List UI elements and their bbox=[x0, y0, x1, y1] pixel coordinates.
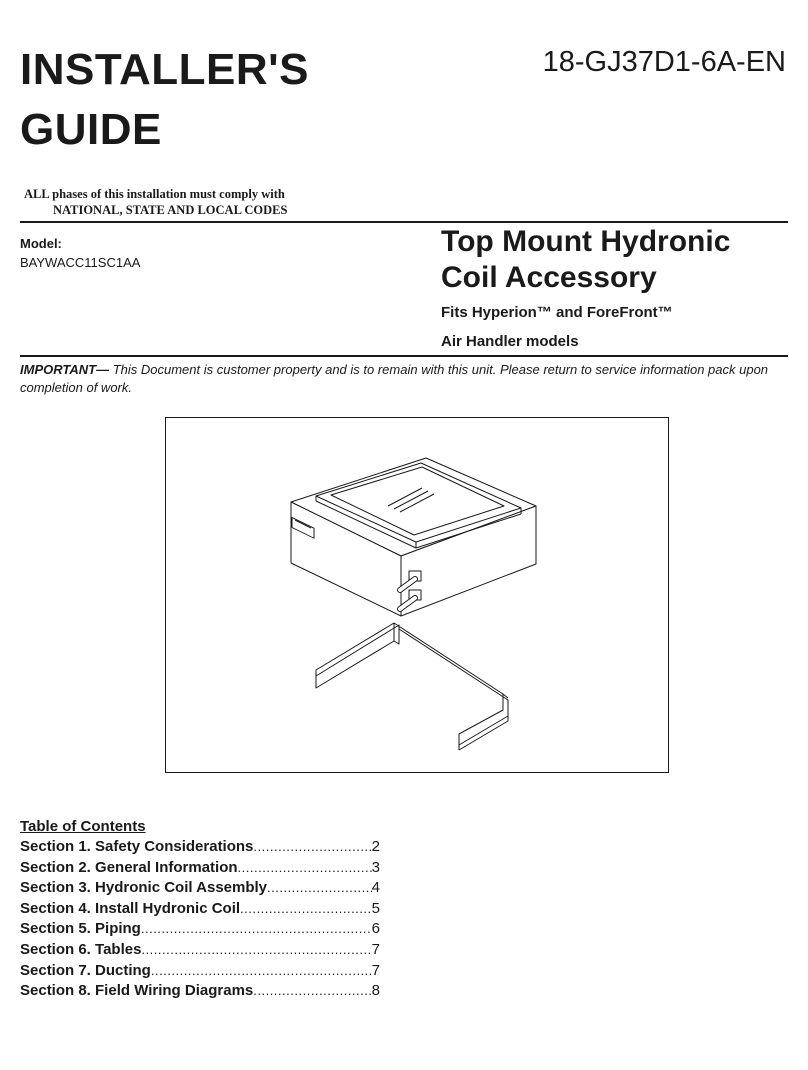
toc-entry-page: 3 bbox=[371, 858, 380, 876]
toc-entry[interactable] bbox=[20, 981, 380, 1002]
toc-leader-dots bbox=[267, 878, 372, 899]
compatibility-note bbox=[441, 298, 673, 356]
toc-entry-label: Section 6. Tables bbox=[20, 940, 142, 958]
toc-entry[interactable] bbox=[20, 961, 380, 982]
table-of-contents bbox=[20, 817, 380, 1002]
toc-entry[interactable] bbox=[20, 837, 380, 858]
important-label: IMPORTANT— bbox=[20, 362, 110, 377]
toc-entry[interactable] bbox=[20, 940, 380, 961]
toc-entry-label: Section 5. Piping bbox=[20, 920, 141, 938]
toc-leader-dots bbox=[238, 858, 372, 879]
product-title-line-2: Coil Accessory bbox=[441, 261, 657, 294]
codes-notice bbox=[24, 186, 364, 218]
fits-line-1: Fits Hyperion™ and ForeFront™ bbox=[441, 304, 673, 321]
codes-line-2: NATIONAL, STATE AND LOCAL CODES bbox=[53, 203, 288, 217]
document-number: 18-GJ37D1-6A-EN bbox=[542, 46, 786, 78]
toc-entry-label: Section 8. Field Wiring Diagrams bbox=[20, 982, 254, 1000]
hydronic-coil-drawing bbox=[166, 418, 670, 774]
title-line-1: INSTALLER'S bbox=[20, 45, 309, 94]
mounting-bracket bbox=[316, 623, 508, 745]
toc-entry-label: Section 4. Install Hydronic Coil bbox=[20, 899, 241, 917]
toc-entry-page: 5 bbox=[371, 899, 380, 917]
header-divider bbox=[20, 221, 788, 223]
toc-entry-label: Section 3. Hydronic Coil Assembly bbox=[20, 879, 268, 897]
toc-leader-dots bbox=[240, 899, 372, 920]
toc-entry[interactable] bbox=[20, 919, 380, 940]
toc-leader-dots bbox=[253, 837, 371, 858]
page-title bbox=[20, 40, 309, 160]
toc-entry-page: 2 bbox=[371, 838, 380, 855]
model-number: BAYWACC11SC1AA bbox=[20, 255, 141, 270]
toc-leader-dots bbox=[253, 981, 371, 1002]
toc-entry-label: Section 2. General Information bbox=[20, 858, 238, 876]
toc-entry-page: 6 bbox=[371, 920, 380, 938]
model-label: Model: bbox=[20, 236, 62, 251]
toc-entry-label: Section 1. Safety Considerations bbox=[20, 838, 254, 855]
toc-entry-page: 4 bbox=[371, 879, 380, 897]
toc-entry-label: Section 7. Ducting bbox=[20, 961, 151, 979]
product-title-line-1: Top Mount Hydronic bbox=[441, 225, 731, 258]
toc-leader-dots bbox=[151, 961, 372, 982]
toc-entry-page: 7 bbox=[371, 940, 380, 958]
toc-leader-dots bbox=[141, 919, 372, 940]
fits-line-2: Air Handler models bbox=[441, 333, 579, 350]
important-notice bbox=[20, 361, 780, 397]
toc-entry[interactable] bbox=[20, 858, 380, 879]
toc-entry-page: 7 bbox=[371, 961, 380, 979]
toc-leader-dots bbox=[141, 940, 371, 961]
product-title bbox=[441, 224, 730, 296]
section-divider bbox=[20, 355, 788, 357]
toc-entry[interactable] bbox=[20, 899, 380, 920]
codes-line-1: ALL phases of this installation must comply with bbox=[24, 187, 285, 201]
toc-title: Table of Contents bbox=[20, 818, 146, 835]
title-line-2: GUIDE bbox=[20, 105, 162, 154]
toc-entry-page: 8 bbox=[371, 982, 380, 1000]
toc-entry[interactable] bbox=[20, 878, 380, 899]
product-illustration bbox=[165, 417, 669, 773]
important-text: This Document is customer property and is to remain with this unit. Please return to service information pack upon completion of work. bbox=[20, 362, 769, 395]
